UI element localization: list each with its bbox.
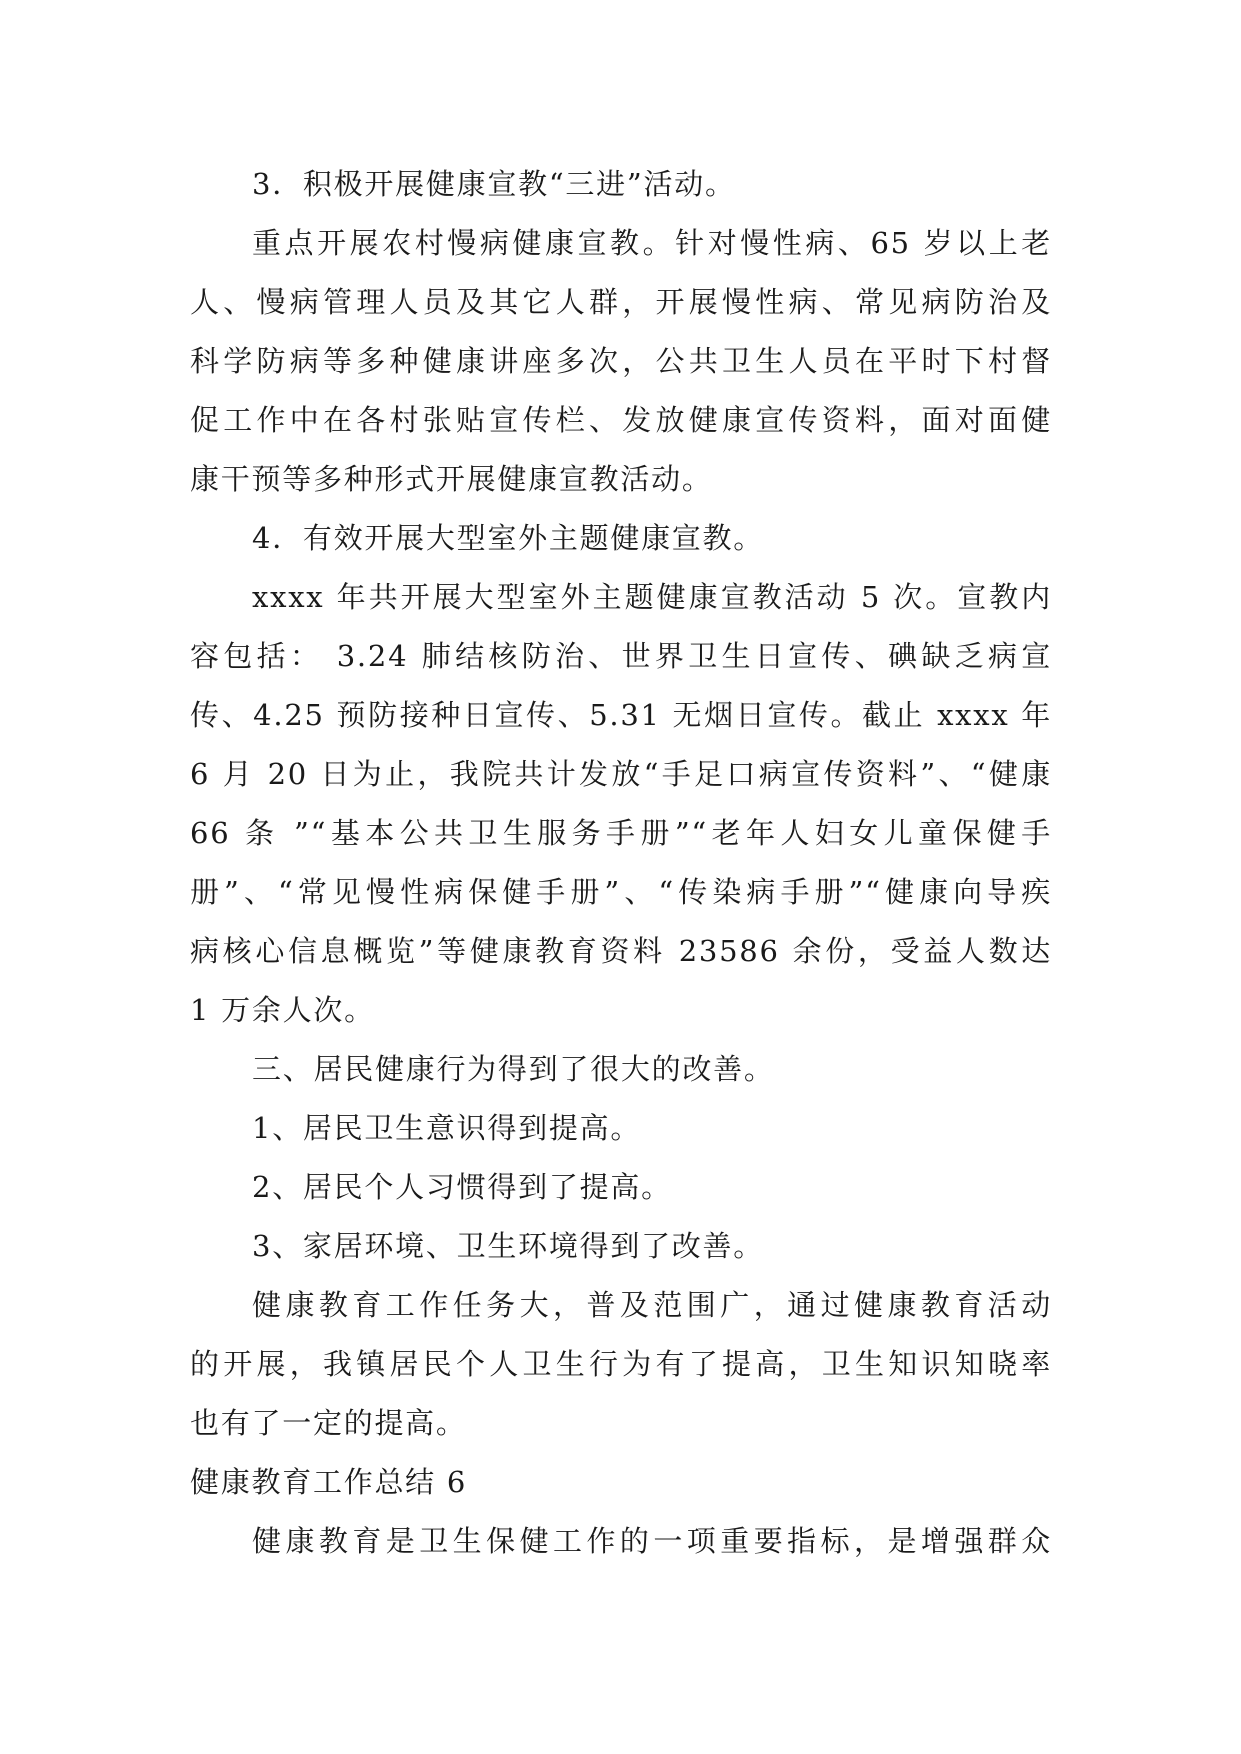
text-line: 重点开展农村慢病健康宣教。针对慢性病、65 岁以上老 (252, 226, 1052, 260)
text-line: 健康教育是卫生保健工作的一项重要指标，是增强群众 (252, 1524, 1052, 1558)
text-line: 册”、“常见慢性病保健手册”、“传染病手册”“健康向导疾 (190, 875, 1052, 909)
document-body (190, 155, 1052, 1571)
text-line: 66 条 ”“基本公共卫生服务手册”“老年人妇女儿童保健手 (190, 816, 1052, 850)
text-line: 也有了一定的提高。 (190, 1406, 467, 1440)
section-heading: 健康教育工作总结 6 (190, 1465, 468, 1499)
text-line: 3．积极开展健康宣教“三进”活动。 (252, 167, 736, 201)
text-line: 人、慢病管理人员及其它人群，开展慢性病、常见病防治及 (190, 285, 1052, 319)
text-line: 三、居民健康行为得到了很大的改善。 (252, 1052, 775, 1086)
text-line: 容包括： 3.24 肺结核防治、世界卫生日宣传、碘缺乏病宣 (190, 639, 1052, 673)
text-line: 康干预等多种形式开展健康宣教活动。 (190, 462, 713, 496)
text-line: 科学防病等多种健康讲座多次，公共卫生人员在平时下村督 (190, 344, 1052, 378)
text-line: 4．有效开展大型室外主题健康宣教。 (252, 521, 765, 555)
text-line: 的开展，我镇居民个人卫生行为有了提高，卫生知识知晓率 (190, 1347, 1052, 1381)
text-line: 1、居民卫生意识得到提高。 (252, 1111, 642, 1145)
text-line: 健康教育工作任务大，普及范围广，通过健康教育活动 (252, 1288, 1052, 1322)
text-line: 1 万余人次。 (190, 993, 375, 1027)
text-line: 3、家居环境、卫生环境得到了改善。 (252, 1229, 765, 1263)
text-line: 促工作中在各村张贴宣传栏、发放健康宣传资料，面对面健 (190, 403, 1052, 437)
text-line: xxxx 年共开展大型室外主题健康宣教活动 5 次。宣教内 (252, 580, 1052, 614)
text-line: 6 月 20 日为止，我院共计发放“手足口病宣传资料”、“健康 (190, 757, 1052, 791)
text-line: 2、居民个人习惯得到了提高。 (252, 1170, 672, 1204)
text-line: 病核心信息概览”等健康教育资料 23586 余份，受益人数达 (190, 934, 1052, 968)
text-line: 传、4.25 预防接种日宣传、5.31 无烟日宣传。截止 xxxx 年 (190, 698, 1052, 732)
